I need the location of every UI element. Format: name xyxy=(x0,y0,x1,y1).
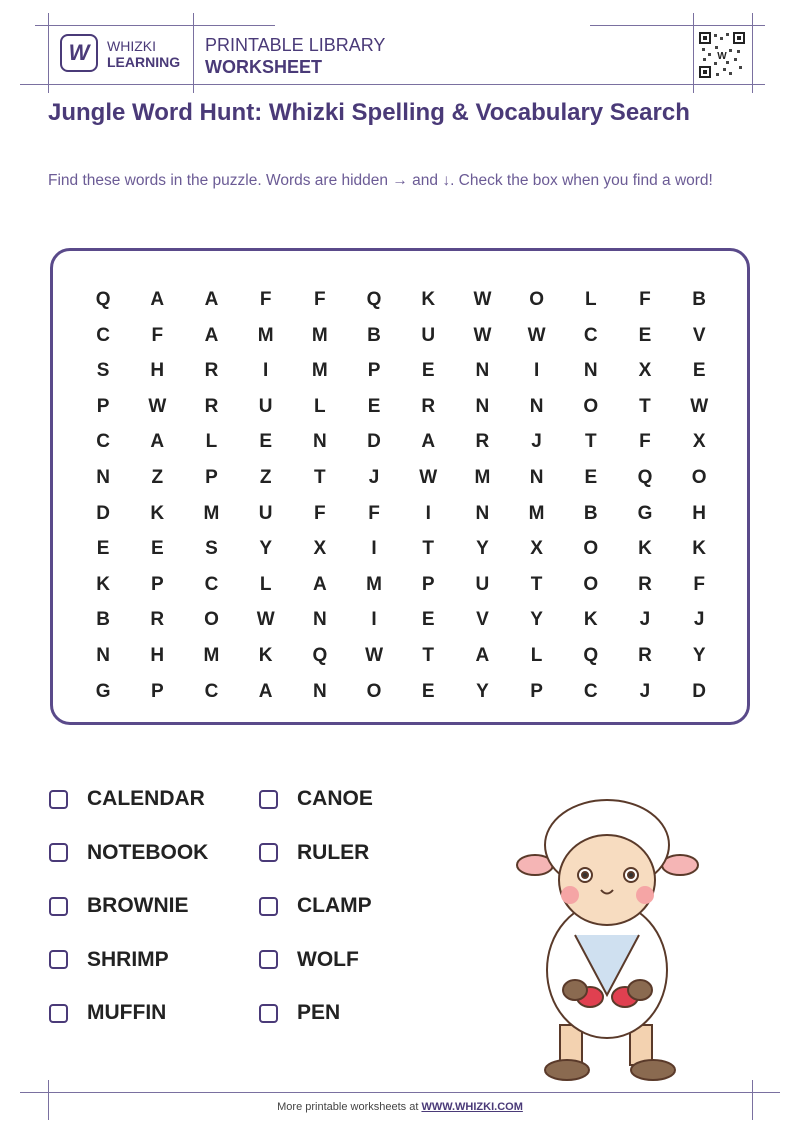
grid-letter[interactable]: N xyxy=(96,467,110,488)
grid-row xyxy=(76,431,726,453)
word-checkbox[interactable] xyxy=(49,1004,68,1023)
grid-letter[interactable]: U xyxy=(475,573,490,595)
word-checkbox[interactable] xyxy=(259,843,278,862)
grid-letter[interactable]: A xyxy=(204,324,219,346)
grid-letter[interactable]: L xyxy=(530,645,543,666)
grid-letter[interactable]: W xyxy=(365,645,383,666)
word-label: NOTEBOOK xyxy=(87,840,209,864)
grid-letter[interactable]: N xyxy=(96,645,110,666)
grid-letter[interactable]: M xyxy=(311,360,328,382)
grid-letter[interactable]: E xyxy=(367,395,381,417)
divider xyxy=(752,13,753,93)
grid-letter[interactable]: F xyxy=(151,324,164,346)
grid-letter[interactable]: E xyxy=(638,324,652,346)
grid-letter[interactable]: W xyxy=(148,395,167,417)
grid-letter[interactable]: A xyxy=(204,289,219,310)
grid-letter[interactable]: N xyxy=(312,431,327,453)
brand-name: WHIZKI xyxy=(107,38,156,54)
grid-row xyxy=(76,645,726,667)
word-item xyxy=(259,787,373,811)
grid-letter[interactable]: R xyxy=(421,395,436,417)
grid-letter[interactable]: A xyxy=(258,680,273,702)
grid-letter[interactable]: U xyxy=(258,502,273,524)
grid-letter[interactable]: E xyxy=(150,538,164,560)
grid-letter[interactable]: N xyxy=(312,680,327,702)
grid-row xyxy=(76,681,726,703)
word-item xyxy=(259,841,369,865)
divider xyxy=(20,1092,780,1093)
footer xyxy=(0,1101,800,1113)
grid-letter[interactable]: N xyxy=(529,467,544,488)
footer-text: More printable worksheets at xyxy=(277,1101,422,1113)
grid-letter[interactable]: O xyxy=(366,680,382,702)
grid-letter[interactable]: D xyxy=(367,431,381,453)
divider xyxy=(752,1080,753,1120)
grid-letter[interactable]: J xyxy=(368,467,380,488)
grid-letter[interactable]: J xyxy=(639,609,651,631)
instructions: Find these words in the puzzle. Words are hidden → and ↓. Check the box when you find a word! xyxy=(48,172,713,189)
grid-letter[interactable]: C xyxy=(583,324,598,346)
grid-letter[interactable]: I xyxy=(371,609,377,631)
divider xyxy=(48,1080,49,1120)
grid-letter[interactable]: P xyxy=(150,573,164,595)
grid-letter[interactable]: H xyxy=(150,360,165,382)
grid-letter[interactable]: P xyxy=(205,467,218,488)
grid-letter[interactable]: E xyxy=(259,431,272,453)
divider xyxy=(48,13,49,93)
word-checkbox[interactable] xyxy=(259,1004,278,1023)
grid-letter[interactable]: N xyxy=(475,395,490,417)
grid-letter[interactable]: O xyxy=(529,289,544,310)
divider xyxy=(693,13,694,93)
grid-letter[interactable]: F xyxy=(314,289,326,310)
grid-letter[interactable]: F xyxy=(314,502,326,524)
grid-letter[interactable]: M xyxy=(203,645,220,666)
grid-letter[interactable]: N xyxy=(475,502,490,524)
word-item xyxy=(49,894,189,918)
grid-letter[interactable]: I xyxy=(263,360,269,382)
grid-letter[interactable]: H xyxy=(692,502,707,524)
grid-letter[interactable]: R xyxy=(475,431,490,453)
grid-row xyxy=(76,467,726,489)
grid-letter[interactable]: E xyxy=(421,609,435,631)
grid-letter[interactable]: J xyxy=(693,609,705,631)
grid-letter[interactable]: R xyxy=(638,645,652,666)
grid-letter[interactable]: J xyxy=(639,680,651,702)
grid-row xyxy=(76,609,726,631)
grid-letter[interactable]: O xyxy=(583,395,599,417)
grid-letter[interactable]: Q xyxy=(312,645,328,666)
grid-letter[interactable]: N xyxy=(583,360,598,382)
grid-letter[interactable]: E xyxy=(421,360,435,382)
grid-letter[interactable]: X xyxy=(638,360,652,382)
grid-letter[interactable]: P xyxy=(367,360,381,382)
word-checkbox[interactable] xyxy=(259,790,278,809)
word-label: CANOE xyxy=(297,787,373,810)
grid-letter[interactable]: E xyxy=(692,360,706,382)
divider xyxy=(193,13,194,93)
word-checkbox[interactable] xyxy=(259,897,278,916)
grid-letter[interactable]: Z xyxy=(151,467,164,488)
brand-subtitle: LEARNING xyxy=(107,54,181,70)
word-label: BROWNIE xyxy=(87,894,189,917)
grid-letter[interactable]: K xyxy=(638,538,652,560)
grid-row xyxy=(76,503,726,525)
grid-letter[interactable]: H xyxy=(150,645,165,666)
word-label: SHRIMP xyxy=(87,947,169,971)
grid-letter[interactable]: Y xyxy=(530,609,543,631)
grid-letter[interactable]: C xyxy=(96,324,110,346)
grid-letter[interactable]: O xyxy=(583,538,599,560)
grid-letter[interactable]: T xyxy=(422,645,435,666)
grid-letter[interactable]: K xyxy=(692,538,707,560)
divider xyxy=(590,25,765,26)
grid-letter[interactable]: S xyxy=(96,360,110,382)
grid-letter[interactable]: E xyxy=(421,680,435,702)
grid-letter[interactable]: M xyxy=(366,573,382,595)
word-checkbox[interactable] xyxy=(49,790,68,809)
grid-row xyxy=(76,538,726,560)
grid-letter[interactable]: X xyxy=(530,538,543,560)
word-checkbox[interactable] xyxy=(49,843,68,862)
grid-letter[interactable]: R xyxy=(638,573,652,595)
grid-row xyxy=(76,360,726,382)
grid-letter[interactable]: T xyxy=(530,573,543,595)
grid-letter[interactable]: R xyxy=(204,395,219,417)
grid-letter[interactable]: W xyxy=(690,395,709,417)
grid-letter[interactable]: N xyxy=(312,609,327,631)
grid-letter[interactable]: U xyxy=(258,395,273,417)
grid-letter[interactable]: K xyxy=(258,645,273,666)
grid-letter[interactable]: P xyxy=(530,680,543,702)
grid-letter[interactable]: U xyxy=(421,324,436,346)
grid-letter[interactable]: X xyxy=(692,431,706,453)
grid-letter[interactable]: A xyxy=(150,289,165,310)
grid-letter[interactable]: Y xyxy=(476,538,489,560)
grid-letter[interactable]: Q xyxy=(95,289,111,310)
whizki-logo xyxy=(60,34,98,72)
grid-letter[interactable]: K xyxy=(421,289,436,310)
grid-letter[interactable]: F xyxy=(368,502,380,524)
word-item xyxy=(259,1001,340,1025)
grid-letter[interactable]: O xyxy=(583,573,599,595)
grid-letter[interactable]: G xyxy=(637,502,653,524)
grid-letter[interactable]: Y xyxy=(692,645,706,666)
grid-letter[interactable]: I xyxy=(533,360,540,382)
grid-letter[interactable]: S xyxy=(205,538,218,560)
grid-letter[interactable]: T xyxy=(422,538,435,560)
divider xyxy=(20,84,765,85)
grid-letter[interactable]: W xyxy=(419,467,438,488)
grid-letter[interactable]: M xyxy=(257,324,274,346)
grid-letter[interactable]: W xyxy=(473,289,492,310)
grid-letter[interactable]: E xyxy=(584,467,598,488)
grid-letter[interactable]: C xyxy=(204,573,219,595)
divider xyxy=(35,25,275,26)
word-item xyxy=(259,894,372,918)
grid-letter[interactable]: F xyxy=(693,573,705,595)
grid-letter[interactable]: Z xyxy=(259,467,272,488)
grid-letter[interactable]: K xyxy=(150,502,165,524)
grid-letter[interactable]: N xyxy=(475,360,490,382)
grid-letter[interactable]: V xyxy=(692,324,706,346)
word-item xyxy=(259,948,359,972)
sheep-illustration xyxy=(515,785,705,1085)
word-label: RULER xyxy=(297,840,370,864)
grid-letter[interactable]: V xyxy=(476,609,489,631)
grid-letter[interactable]: B xyxy=(583,502,598,524)
grid-letter[interactable]: Y xyxy=(259,538,272,560)
grid-letter[interactable]: F xyxy=(639,289,651,310)
word-item xyxy=(49,841,208,865)
word-label: CALENDAR xyxy=(87,787,205,810)
word-label: MUFFIN xyxy=(87,1001,167,1024)
grid-letter[interactable]: O xyxy=(204,609,219,631)
grid-letter[interactable]: T xyxy=(639,395,651,417)
grid-letter[interactable]: P xyxy=(150,680,164,702)
grid-letter[interactable]: M xyxy=(474,467,491,488)
grid-letter[interactable]: B xyxy=(96,609,110,631)
grid-letter[interactable]: N xyxy=(529,395,544,417)
grid-letter[interactable]: W xyxy=(473,324,492,346)
grid-letter[interactable]: K xyxy=(96,573,110,595)
grid-letter[interactable]: M xyxy=(528,502,545,524)
word-item xyxy=(49,1001,166,1025)
grid-letter[interactable]: T xyxy=(584,431,597,453)
grid-letter[interactable]: F xyxy=(639,431,651,453)
grid-letter[interactable]: D xyxy=(96,502,110,524)
grid-letter[interactable]: Q xyxy=(583,645,599,666)
grid-letter[interactable]: F xyxy=(259,289,272,310)
grid-letter[interactable]: I xyxy=(371,538,377,560)
grid-letter[interactable]: A xyxy=(150,431,165,453)
grid-letter[interactable]: L xyxy=(584,289,597,310)
grid-letter[interactable]: M xyxy=(203,502,220,524)
grid-letter[interactable]: Y xyxy=(476,680,489,702)
grid-letter[interactable]: G xyxy=(95,680,111,702)
grid-letter[interactable]: L xyxy=(259,573,272,595)
library-label: PRINTABLE LIBRARY xyxy=(205,35,386,55)
page-title: Jungle Word Hunt: Whizki Spelling & Vocabulary Search xyxy=(48,99,690,126)
word-checkbox[interactable] xyxy=(49,897,68,916)
grid-letter[interactable]: W xyxy=(527,324,546,346)
grid-letter[interactable]: L xyxy=(314,395,326,417)
grid-letter[interactable]: Q xyxy=(366,289,382,310)
grid-letter[interactable]: C xyxy=(204,680,219,702)
grid-letter[interactable]: I xyxy=(425,502,431,524)
grid-letter[interactable]: A xyxy=(421,431,436,453)
grid-letter[interactable]: O xyxy=(691,467,707,488)
grid-letter[interactable]: W xyxy=(256,609,275,631)
grid-letter[interactable]: R xyxy=(150,609,165,631)
grid-letter[interactable]: T xyxy=(314,467,326,488)
word-search-grid xyxy=(50,248,750,725)
grid-letter[interactable]: J xyxy=(531,431,542,453)
word-checkbox[interactable] xyxy=(259,950,278,969)
grid-row xyxy=(76,325,726,347)
grid-letter[interactable]: K xyxy=(583,609,598,631)
logo-letter: W xyxy=(68,40,90,65)
grid-letter[interactable]: L xyxy=(205,431,218,453)
word-label: CLAMP xyxy=(297,894,372,917)
grid-letter[interactable]: X xyxy=(313,538,327,560)
grid-letter[interactable]: R xyxy=(204,360,219,382)
grid-letter[interactable]: A xyxy=(312,573,327,595)
svg-text:W: W xyxy=(717,51,727,62)
grid-row xyxy=(76,396,726,418)
grid-letter[interactable]: P xyxy=(421,573,435,595)
grid-row xyxy=(76,574,726,596)
footer-link[interactable]: WWW.WHIZKI.COM xyxy=(421,1101,523,1113)
grid-letter[interactable]: E xyxy=(96,538,110,560)
grid-row xyxy=(76,289,726,311)
grid-letter[interactable]: Q xyxy=(637,467,653,488)
word-item xyxy=(49,787,205,811)
word-item xyxy=(49,948,169,972)
grid-letter[interactable]: B xyxy=(367,324,381,346)
word-checkbox[interactable] xyxy=(49,950,68,969)
grid-letter[interactable]: D xyxy=(692,680,707,702)
grid-letter[interactable]: M xyxy=(311,324,328,346)
worksheet-label: WORKSHEET xyxy=(205,57,322,77)
word-label: PEN xyxy=(297,1001,341,1024)
grid-letter[interactable]: C xyxy=(583,680,598,702)
grid-letter[interactable]: C xyxy=(96,431,110,453)
qr-code-icon xyxy=(699,32,745,78)
grid-letter[interactable]: A xyxy=(475,645,490,666)
grid-letter[interactable]: B xyxy=(692,289,707,310)
word-label: WOLF xyxy=(297,947,359,971)
grid-letter[interactable]: P xyxy=(96,395,110,417)
